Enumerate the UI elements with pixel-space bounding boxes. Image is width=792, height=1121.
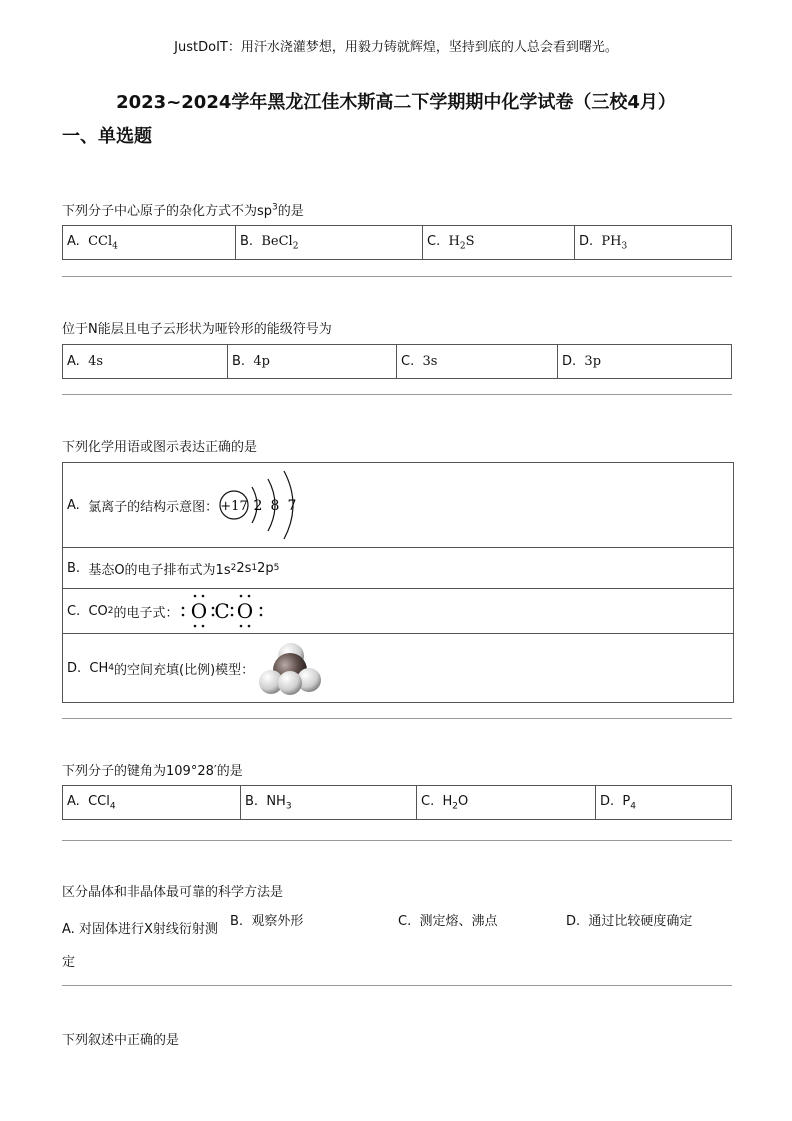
lewis-atom-o1: O — [190, 599, 207, 623]
option-c[interactable]: C. $H_2O$ — [417, 786, 596, 820]
divider — [62, 394, 732, 395]
question-4-options — [62, 785, 732, 820]
chloride-ion-diagram — [218, 465, 308, 545]
section-title: 一、单选题 — [62, 126, 152, 147]
option-b[interactable]: B. 4p — [228, 345, 397, 379]
option-a[interactable]: A. CCl$_4$ — [63, 226, 236, 260]
option-d[interactable]: D. CH 4 的空间充填(比例)模型： — [63, 634, 733, 702]
nucleus-label: +17 — [220, 499, 248, 514]
option-c[interactable]: C. 测定熔、沸点 — [398, 914, 498, 929]
question-4-stem: 下列分子的键角为109°28′的是 — [62, 764, 243, 779]
co2-lewis-structure — [179, 593, 265, 629]
divider — [62, 985, 732, 986]
option-d[interactable]: D. 3p — [558, 345, 732, 379]
shell-1: 2 — [253, 498, 263, 514]
divider — [62, 276, 732, 277]
option-d[interactable]: D. $P_4$ — [596, 786, 732, 820]
question-3-options — [62, 462, 734, 703]
question-1-stem: 下列分子中心原子的杂化方式不为$sp^3$的是 — [62, 202, 304, 219]
option-a[interactable]: A. 4s — [63, 345, 228, 379]
question-2-stem: 位于N能层且电子云形状为哑铃形的能级符号为 — [62, 322, 332, 337]
option-c[interactable]: C. CO 2 的电子式： O C O — [63, 589, 733, 634]
page-title: 2023~2024学年黑龙江佳木斯高二下学期期中化学试卷（三校4月） — [116, 92, 676, 113]
lewis-atom-o2: O — [236, 599, 253, 623]
question-1-options — [62, 225, 732, 260]
lewis-atom-c: C — [213, 599, 230, 623]
option-a[interactable]: A. 氯离子的结构示意图： +17 2 8 7 — [63, 463, 733, 548]
ch4-space-filling-model — [254, 638, 324, 698]
question-3-stem: 下列化学用语或图示表达正确的是 — [62, 440, 258, 455]
option-b[interactable]: B. BeCl$_2$ — [236, 226, 423, 260]
option-b[interactable]: B. $NH_3$ — [241, 786, 417, 820]
question-6-stem: 下列叙述中正确的是 — [62, 1033, 180, 1048]
option-a[interactable]: A. CCl$_4$ — [63, 786, 241, 820]
header-motto: JustDoIT：用汗水浇灌梦想，用毅力铸就辉煌，坚持到底的人总会看到曙光。 — [174, 40, 618, 55]
shell-3: 7 — [287, 498, 297, 514]
option-c[interactable]: C. 3s — [397, 345, 558, 379]
option-b[interactable]: B. 观察外形 — [230, 914, 304, 929]
option-a[interactable]: A. 对固体进行X射线衍射测定 — [62, 922, 218, 970]
question-5-stem: 区分晶体和非晶体最可靠的科学方法是 — [62, 885, 284, 900]
divider — [62, 840, 732, 841]
option-d[interactable]: D. $PH_3$ — [575, 226, 732, 260]
option-d[interactable]: D. 通过比较硬度确定 — [566, 914, 693, 929]
option-b[interactable]: B. 基态O的电子排布式为1s 2 2s 1 2p 5 — [63, 548, 733, 589]
option-c[interactable]: C. $H_2S$ — [423, 226, 575, 260]
shell-2: 8 — [270, 498, 280, 514]
question-2-options — [62, 344, 732, 379]
divider — [62, 718, 732, 719]
